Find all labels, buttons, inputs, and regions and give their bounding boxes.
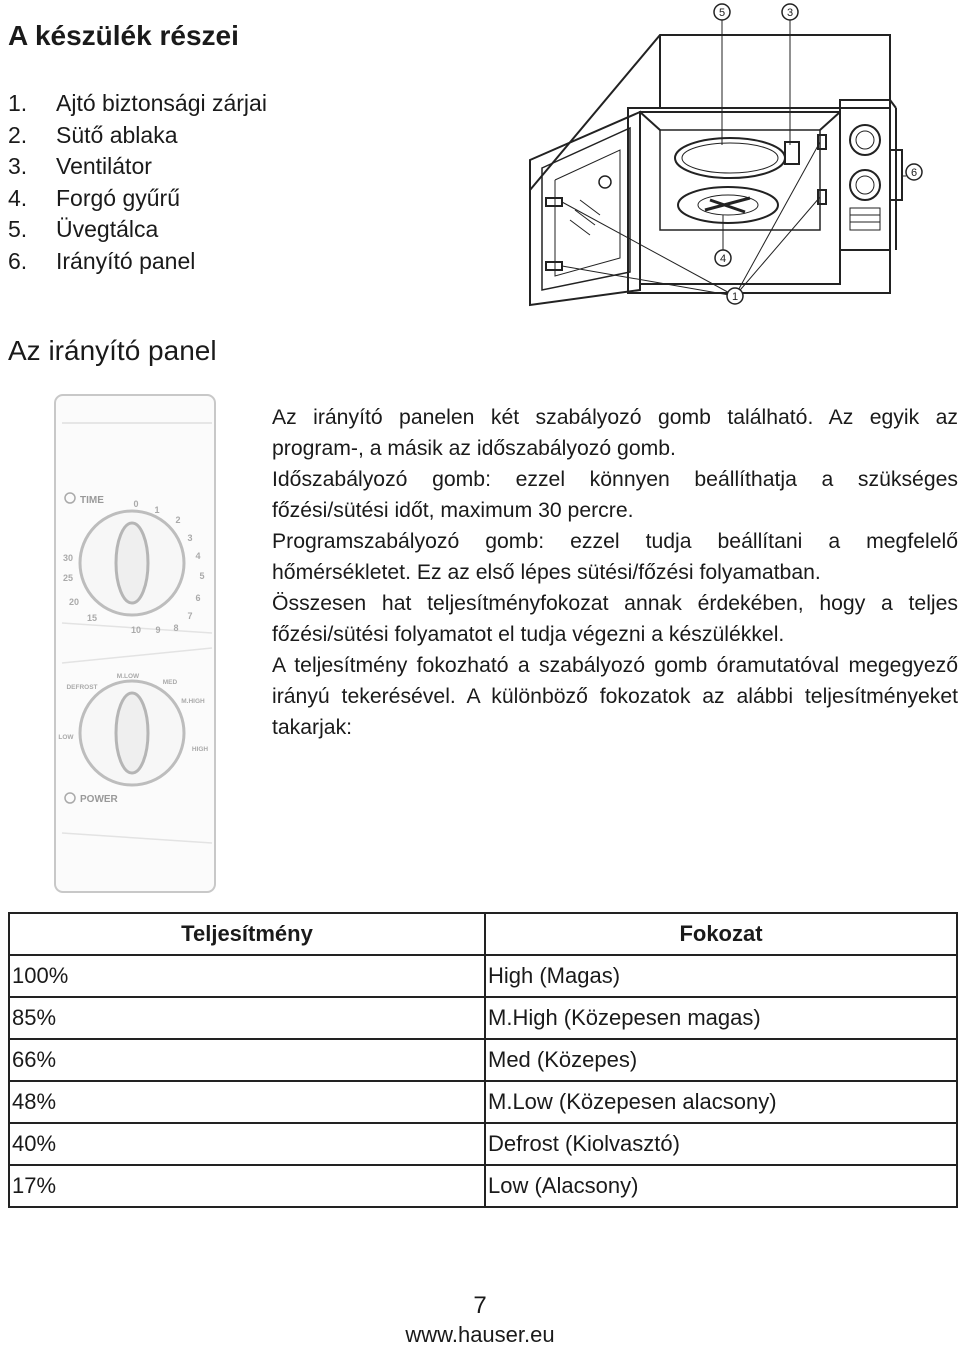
power-label: POWER (80, 794, 118, 805)
list-item: 3. Ventilátor (8, 153, 152, 179)
time-label: TIME (80, 495, 104, 506)
tick-label: 0 (133, 499, 139, 509)
tick-label: 25 (62, 573, 74, 583)
tick-label: 8 (173, 623, 179, 633)
power-mark: LOW (58, 734, 74, 741)
power-mark: M.HIGH (181, 698, 205, 705)
power-mark: MED (162, 679, 178, 686)
callout-label: 4 (719, 253, 727, 265)
table-row: 85% M.High (Közepesen magas) (9, 997, 957, 1039)
footer-url: www.hauser.eu (405, 1322, 555, 1347)
paragraph: Összesen hat teljesítményfokozat annak érdekében, hogy a teljes főzési/sütési folyamatot el tudja végezni a készülékkel. (272, 592, 958, 646)
callout-label: 5 (718, 7, 726, 19)
table-header-row (9, 913, 957, 955)
list-item: 4. Forgó gyűrű (8, 184, 181, 211)
paragraph: A teljesítmény fokozható a szabályozó gomb óramutatóval megegyező irányú tekerésével. A különböző fokozatok az alábbi teljesítményeket takarjak: (272, 654, 958, 739)
page-number: 7 (473, 1292, 487, 1319)
tick-label: 15 (86, 613, 98, 623)
table-row: 100% High (Magas) (9, 955, 957, 997)
tick-label: 10 (130, 625, 142, 635)
table-row: 40% Defrost (Kiolvasztó) (9, 1123, 957, 1165)
tick-label: 9 (155, 625, 161, 635)
column-header: Teljesítmény (9, 913, 485, 955)
tick-label: 20 (68, 597, 80, 607)
tick-label: 7 (187, 611, 193, 621)
control-panel-description (272, 402, 958, 743)
tick-label: 5 (199, 571, 205, 581)
list-item: 5. Üvegtálca (8, 216, 159, 242)
section-title-control-panel: Az irányító panel (8, 335, 217, 366)
parts-list (8, 88, 267, 277)
paragraph: Időszabályozó gomb: ezzel könnyen beállíthatja a szükséges főzési/sütési időt, maximum 30 percre. (272, 468, 958, 522)
callout-label: 6 (910, 167, 918, 179)
power-mark: DEFROST (66, 684, 98, 691)
power-mark: HIGH (191, 746, 209, 753)
table-row: 48% M.Low (Közepesen alacsony) (9, 1081, 957, 1123)
list-item: 1. Ajtó biztonsági zárjai (8, 90, 267, 116)
list-item: 2. Sütő ablaka (8, 121, 178, 148)
table-row: 17% Low (Alacsony) (9, 1165, 957, 1207)
control-panel-illustration (52, 393, 220, 895)
microwave-diagram (510, 0, 960, 320)
callout-label: 1 (731, 291, 739, 303)
tick-label: 30 (62, 553, 74, 563)
column-header: Fokozat (485, 913, 957, 955)
power-levels-table (8, 912, 958, 1208)
paragraph: Az irányító panelen két szabályozó gomb található. Az egyik az program-, a másik az időszabályozó gomb. (272, 406, 958, 460)
tick-label: 4 (195, 551, 201, 561)
callout-label: 3 (786, 7, 794, 19)
paragraph: Programszabályozó gomb: ezzel tudja beállítani a megfelelő hőmérsékletet. Ez az első lépes sütési/főzési folyamatban. (272, 530, 958, 584)
table-row: 66% Med (Közepes) (9, 1039, 957, 1081)
tick-label: 6 (195, 593, 201, 603)
section-title-parts: A készülék részei (8, 20, 239, 51)
tick-label: 3 (187, 533, 193, 543)
tick-label: 1 (154, 505, 160, 515)
tick-label: 2 (175, 515, 181, 525)
time-knob (80, 511, 184, 615)
list-item: 6. Irányító panel (8, 247, 196, 274)
power-knob (80, 681, 184, 785)
power-mark: M.LOW (116, 673, 140, 680)
